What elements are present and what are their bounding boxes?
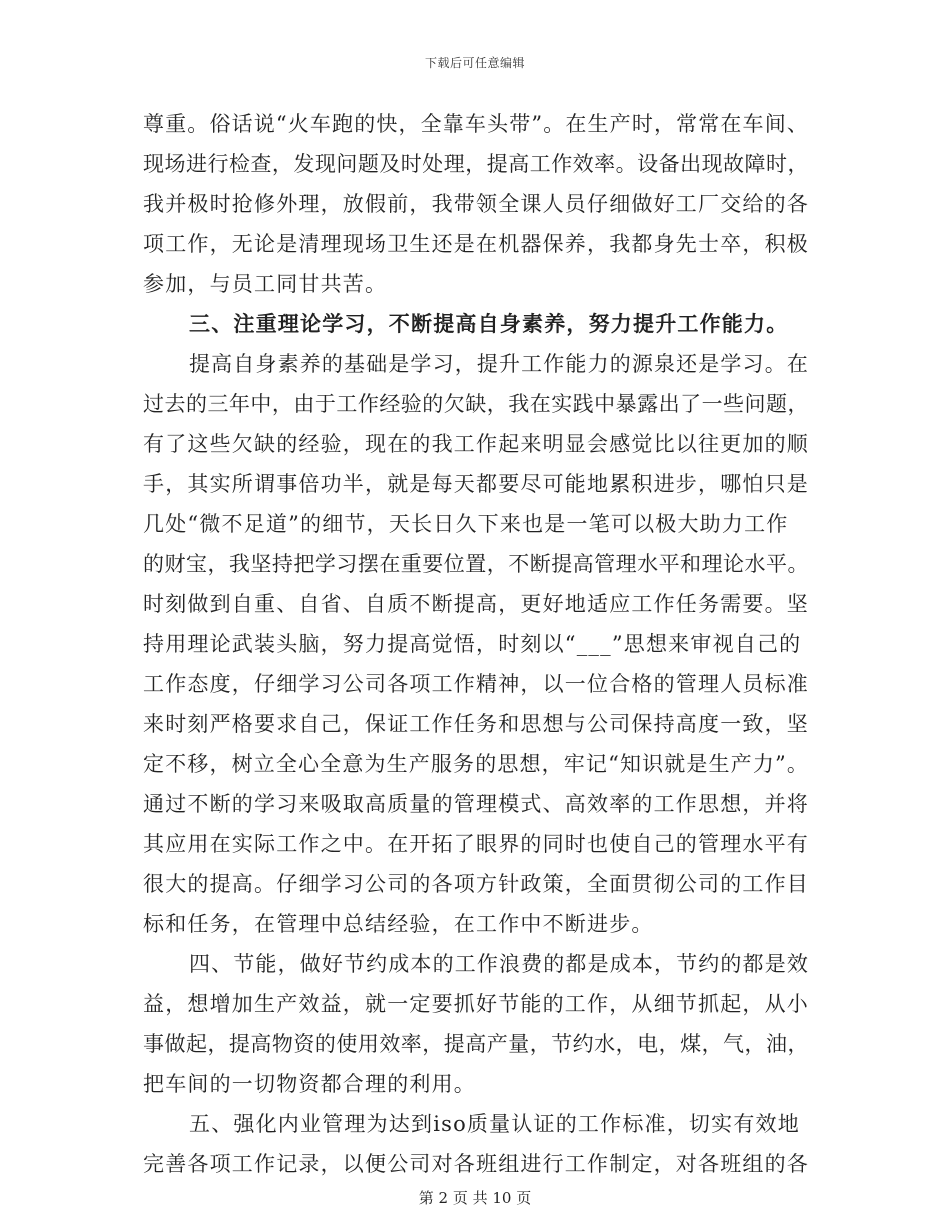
text-line: 其应用在实际工作之中。在开拓了眼界的同时也使自己的管理水平有 [143, 832, 809, 856]
text-line: 时刻做到自重、自省、自质不断提高，更好地适应工作任务需要。坚 [143, 592, 809, 616]
text-line: 尊重。俗话说“火车跑的快，全靠车头带”。在生产时，常常在车间、 [143, 112, 809, 136]
text-line: 手，其实所谓事倍功半，就是每天都要尽可能地累积进步，哪怕只是 [143, 472, 809, 496]
page-footer: 第 2 页 共 10 页 [418, 1189, 532, 1207]
text-line: 把车间的一切物资都合理的利用。 [143, 1072, 476, 1096]
text-line: 提高自身素养的基础是学习，提升工作能力的源泉还是学习。在 [189, 352, 809, 376]
text-line: 五、强化内业管理为达到iso质量认证的工作标准，切实有效地 [189, 1112, 800, 1136]
text-line: 过去的三年中，由于工作经验的欠缺，我在实践中暴露出了一些问题， [143, 392, 809, 416]
document-body [143, 104, 809, 1184]
text-line: 事做起，提高物资的使用效率，提高产量，节约水，电，煤，气，油， [143, 1032, 809, 1056]
text-line: 的财宝，我坚持把学习摆在重要位置，不断提高管理水平和理论水平。 [143, 552, 809, 576]
text-line: 持用理论武装头脑，努力提高觉悟，时刻以“___”思想来审视自己的 [143, 632, 802, 656]
text-line: 来时刻严格要求自己，保证工作任务和思想与公司保持高度一致，坚 [143, 712, 809, 736]
text-line: 我并极时抢修外理，放假前，我带领全课人员仔细做好工厂交给的各 [143, 192, 809, 216]
text-line: 现场进行检查，发现问题及时处理，提高工作效率。设备出现故障时， [143, 152, 809, 176]
text-line: 几处“微不足道”的细节，天长日久下来也是一笔可以极大助力工作 [143, 512, 789, 536]
text-line: 定不移，树立全心全意为生产服务的思想，牢记“知识就是生产力”。 [143, 752, 809, 776]
section-heading: 三、注重理论学习，不断提高自身素养，努力提升工作能力。 [189, 311, 789, 336]
text-line: 参加，与员工同甘共苦。 [143, 272, 388, 296]
text-line: 标和任务，在管理中总结经验，在工作中不断进步。 [143, 912, 654, 936]
text-line: 通过不断的学习来吸取高质量的管理模式、高效率的工作思想，并将 [143, 792, 809, 816]
text-line: 四、节能，做好节约成本的工作浪费的都是成本，节约的都是效 [189, 952, 809, 976]
text-line: 工作态度，仔细学习公司各项工作精神，以一位合格的管理人员标准 [143, 672, 809, 696]
text-line: 完善各项工作记录，以便公司对各班组进行工作制定，对各班组的各 [143, 1152, 809, 1176]
text-line: 有了这些欠缺的经验，现在的我工作起来明显会感觉比以往更加的顺 [143, 432, 809, 456]
page-header: 下载后可任意编辑 [424, 56, 525, 70]
text-line: 项工作，无论是清理现场卫生还是在机器保养，我都身先士卒，积极 [143, 232, 809, 256]
text-line: 很大的提高。仔细学习公司的各项方针政策，全面贯彻公司的工作目 [143, 872, 809, 896]
text-line: 益，想增加生产效益，就一定要抓好节能的工作，从细节抓起，从小 [143, 992, 809, 1016]
